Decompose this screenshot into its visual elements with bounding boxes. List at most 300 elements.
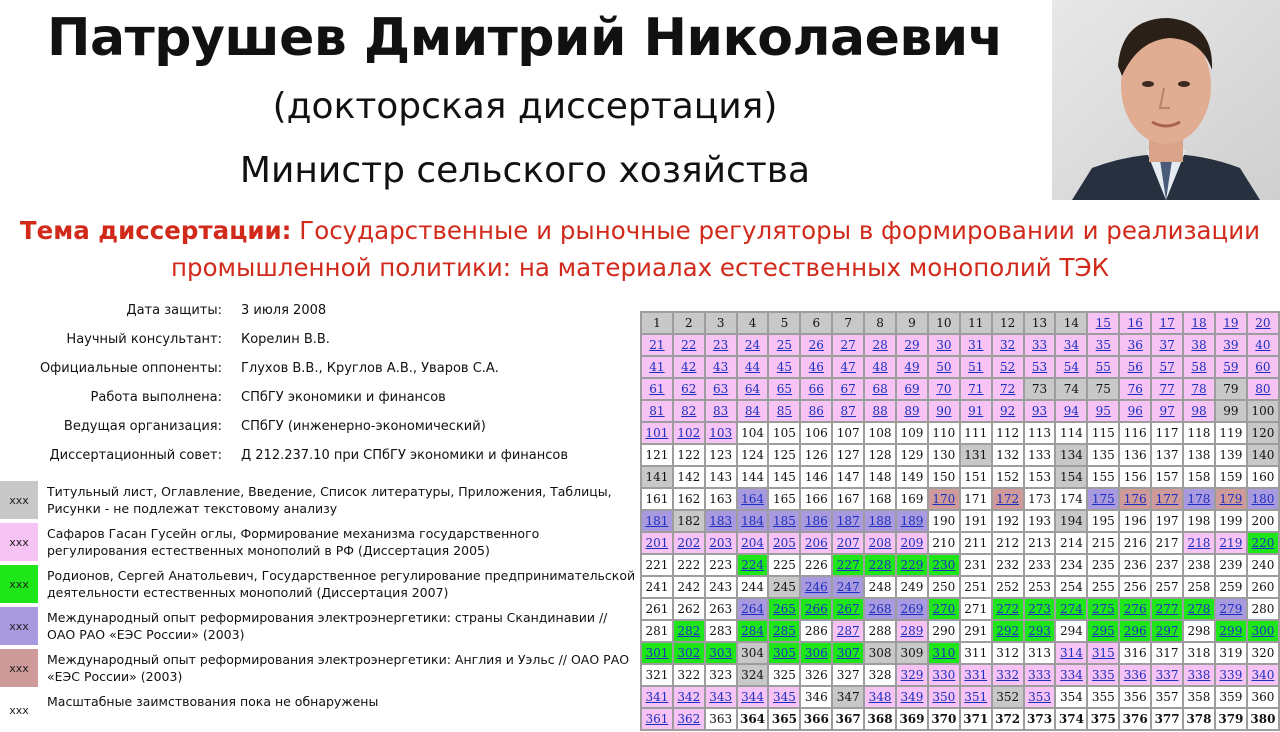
info-value: 3 июля 2008 (241, 303, 327, 318)
page-cell-252: 252 (992, 576, 1024, 598)
page-cell-151: 151 (960, 466, 992, 488)
page-cell-10: 10 (928, 312, 960, 334)
page-cell-167: 167 (832, 488, 864, 510)
page-cell-166: 166 (800, 488, 832, 510)
page-cell-327: 327 (832, 664, 864, 686)
page-cell-286: 286 (800, 620, 832, 642)
page-cell-229[interactable]: 229 (896, 554, 928, 576)
page-cell-282[interactable]: 282 (673, 620, 705, 642)
page-cell-333[interactable]: 333 (1024, 664, 1056, 686)
page-cell-92[interactable]: 92 (992, 400, 1024, 422)
page-cell-278[interactable]: 278 (1183, 598, 1215, 620)
page-cell-97[interactable]: 97 (1151, 400, 1183, 422)
page-cell-230[interactable]: 230 (928, 554, 960, 576)
page-cell-153: 153 (1024, 466, 1056, 488)
page-cell-350[interactable]: 350 (928, 686, 960, 708)
page-cell-368: 368 (864, 708, 896, 730)
page-cell-65[interactable]: 65 (768, 378, 800, 400)
page-cell-208[interactable]: 208 (864, 532, 896, 554)
page-cell-38[interactable]: 38 (1183, 334, 1215, 356)
page-cell-52[interactable]: 52 (992, 356, 1024, 378)
page-cell-266[interactable]: 266 (800, 598, 832, 620)
page-cell-328: 328 (864, 664, 896, 686)
page-cell-186[interactable]: 186 (800, 510, 832, 532)
page-cell-165: 165 (768, 488, 800, 510)
page-cell-39[interactable]: 39 (1215, 334, 1247, 356)
page-cell-202[interactable]: 202 (673, 532, 705, 554)
page-cell-235: 235 (1087, 554, 1119, 576)
page-cell-31[interactable]: 31 (960, 334, 992, 356)
page-grid-row (641, 356, 1279, 378)
page-cell-343[interactable]: 343 (705, 686, 737, 708)
page-cell-156: 156 (1119, 466, 1151, 488)
page-cell-58[interactable]: 58 (1183, 356, 1215, 378)
page-grid-row (641, 598, 1279, 620)
page-cell-59[interactable]: 59 (1215, 356, 1247, 378)
page-cell-127: 127 (832, 444, 864, 466)
page-cell-64[interactable]: 64 (737, 378, 769, 400)
page-cell-75: 75 (1087, 378, 1119, 400)
legend-text: Международный опыт реформирования электроэнергетики: страны Скандинавии // ОАО РАО «ЕЭС России» (2003) (47, 610, 608, 642)
page-cell-261: 261 (641, 598, 673, 620)
page-cell-88[interactable]: 88 (864, 400, 896, 422)
page-cell-296[interactable]: 296 (1119, 620, 1151, 642)
page-cell-323: 323 (705, 664, 737, 686)
page-cell-9: 9 (896, 312, 928, 334)
page-cell-98[interactable]: 98 (1183, 400, 1215, 422)
page-cell-170[interactable]: 170 (928, 488, 960, 510)
page-cell-60[interactable]: 60 (1247, 356, 1279, 378)
page-cell-27[interactable]: 27 (832, 334, 864, 356)
page-cell-298: 298 (1183, 620, 1215, 642)
page-cell-84[interactable]: 84 (737, 400, 769, 422)
page-cell-87[interactable]: 87 (832, 400, 864, 422)
page-cell-269[interactable]: 269 (896, 598, 928, 620)
page-grid-row (641, 620, 1279, 642)
page-cell-246[interactable]: 246 (800, 576, 832, 598)
page-cell-175[interactable]: 175 (1087, 488, 1119, 510)
page-cell-46[interactable]: 46 (800, 356, 832, 378)
page-cell-305[interactable]: 305 (768, 642, 800, 664)
page-cell-284[interactable]: 284 (737, 620, 769, 642)
page-cell-149: 149 (896, 466, 928, 488)
page-cell-50[interactable]: 50 (928, 356, 960, 378)
page-cell-303[interactable]: 303 (705, 642, 737, 664)
page-cell-21[interactable]: 21 (641, 334, 673, 356)
page-cell-126: 126 (800, 444, 832, 466)
page-cell-370: 370 (928, 708, 960, 730)
page-cell-361[interactable]: 361 (641, 708, 673, 730)
page-cell-42[interactable]: 42 (673, 356, 705, 378)
page-cell-132: 132 (992, 444, 1024, 466)
page-cell-80[interactable]: 80 (1247, 378, 1279, 400)
page-cell-142: 142 (673, 466, 705, 488)
page-grid-row (641, 686, 1279, 708)
page-cell-234: 234 (1055, 554, 1087, 576)
page-cell-349[interactable]: 349 (896, 686, 928, 708)
page-cell-307[interactable]: 307 (832, 642, 864, 664)
page-cell-134: 134 (1055, 444, 1087, 466)
page-cell-57[interactable]: 57 (1151, 356, 1183, 378)
page-cell-227[interactable]: 227 (832, 554, 864, 576)
page-cell-314[interactable]: 314 (1055, 642, 1087, 664)
page-cell-346: 346 (800, 686, 832, 708)
page-cell-209[interactable]: 209 (896, 532, 928, 554)
legend-swatch: xxx (0, 565, 38, 603)
page-cell-302[interactable]: 302 (673, 642, 705, 664)
page-cell-26[interactable]: 26 (800, 334, 832, 356)
page-cell-136: 136 (1119, 444, 1151, 466)
page-cell-188[interactable]: 188 (864, 510, 896, 532)
info-label: Научный консультант: (66, 332, 222, 347)
page-cell-95[interactable]: 95 (1087, 400, 1119, 422)
page-cell-311: 311 (960, 642, 992, 664)
page-cell-258: 258 (1183, 576, 1215, 598)
page-cell-214: 214 (1055, 532, 1087, 554)
page-cell-300[interactable]: 300 (1247, 620, 1279, 642)
page-cell-329[interactable]: 329 (896, 664, 928, 686)
page-cell-183[interactable]: 183 (705, 510, 737, 532)
page-cell-294: 294 (1055, 620, 1087, 642)
page-cell-29[interactable]: 29 (896, 334, 928, 356)
page-cell-310[interactable]: 310 (928, 642, 960, 664)
page-cell-54[interactable]: 54 (1055, 356, 1087, 378)
page-cell-257: 257 (1151, 576, 1183, 598)
page-cell-330[interactable]: 330 (928, 664, 960, 686)
page-cell-23[interactable]: 23 (705, 334, 737, 356)
page-cell-354: 354 (1055, 686, 1087, 708)
page-cell-119: 119 (1215, 422, 1247, 444)
page-cell-14: 14 (1055, 312, 1087, 334)
page-cell-301[interactable]: 301 (641, 642, 673, 664)
page-cell-249: 249 (896, 576, 928, 598)
info-label: Ведущая организация: (63, 419, 222, 434)
page-cell-198: 198 (1183, 510, 1215, 532)
page-cell-317: 317 (1151, 642, 1183, 664)
page-cell-35[interactable]: 35 (1087, 334, 1119, 356)
page-cell-372: 372 (992, 708, 1024, 730)
page-cell-48[interactable]: 48 (864, 356, 896, 378)
page-cell-335[interactable]: 335 (1087, 664, 1119, 686)
page-cell-288: 288 (864, 620, 896, 642)
page-cell-321: 321 (641, 664, 673, 686)
page-cell-61[interactable]: 61 (641, 378, 673, 400)
page-cell-17[interactable]: 17 (1151, 312, 1183, 334)
page-cell-309: 309 (896, 642, 928, 664)
page-cell-237: 237 (1151, 554, 1183, 576)
page-cell-241: 241 (641, 576, 673, 598)
page-cell-89[interactable]: 89 (896, 400, 928, 422)
page-cell-68[interactable]: 68 (864, 378, 896, 400)
page-cell-55[interactable]: 55 (1087, 356, 1119, 378)
legend-item (0, 480, 640, 522)
page-cell-177[interactable]: 177 (1151, 488, 1183, 510)
page-cell-199: 199 (1215, 510, 1247, 532)
page-cell-312: 312 (992, 642, 1024, 664)
page-cell-22[interactable]: 22 (673, 334, 705, 356)
page-cell-43[interactable]: 43 (705, 356, 737, 378)
page-cell-365: 365 (768, 708, 800, 730)
page-cell-20[interactable]: 20 (1247, 312, 1279, 334)
legend-item (0, 564, 640, 606)
page-cell-168: 168 (864, 488, 896, 510)
defense-info (0, 296, 640, 470)
page-cell-340[interactable]: 340 (1247, 664, 1279, 686)
page-cell-279[interactable]: 279 (1215, 598, 1247, 620)
page-cell-148: 148 (864, 466, 896, 488)
page-cell-117: 117 (1151, 422, 1183, 444)
page-cell-179[interactable]: 179 (1215, 488, 1247, 510)
page-cell-19[interactable]: 19 (1215, 312, 1247, 334)
page-cell-66[interactable]: 66 (800, 378, 832, 400)
page-cell-82[interactable]: 82 (673, 400, 705, 422)
page-cell-180[interactable]: 180 (1247, 488, 1279, 510)
page-cell-18[interactable]: 18 (1183, 312, 1215, 334)
page-cell-3: 3 (705, 312, 737, 334)
page-cell-196: 196 (1119, 510, 1151, 532)
page-cell-30[interactable]: 30 (928, 334, 960, 356)
page-cell-107: 107 (832, 422, 864, 444)
page-cell-206[interactable]: 206 (800, 532, 832, 554)
page-cell-44[interactable]: 44 (737, 356, 769, 378)
page-cell-96[interactable]: 96 (1119, 400, 1151, 422)
page-cell-33[interactable]: 33 (1024, 334, 1056, 356)
page-cell-25[interactable]: 25 (768, 334, 800, 356)
page-cell-102[interactable]: 102 (673, 422, 705, 444)
page-cell-45[interactable]: 45 (768, 356, 800, 378)
page-cell-273[interactable]: 273 (1024, 598, 1056, 620)
page-cell-274[interactable]: 274 (1055, 598, 1087, 620)
page-cell-276[interactable]: 276 (1119, 598, 1151, 620)
legend-swatch: xxx (0, 691, 38, 729)
page-cell-380: 380 (1247, 708, 1279, 730)
page-grid-row (641, 400, 1279, 422)
page-cell-185[interactable]: 185 (768, 510, 800, 532)
page-cell-81[interactable]: 81 (641, 400, 673, 422)
page-cell-78[interactable]: 78 (1183, 378, 1215, 400)
page-cell-306[interactable]: 306 (800, 642, 832, 664)
page-cell-222: 222 (673, 554, 705, 576)
page-cell-172[interactable]: 172 (992, 488, 1024, 510)
page-cell-341[interactable]: 341 (641, 686, 673, 708)
page-cell-217: 217 (1151, 532, 1183, 554)
page-cell-36[interactable]: 36 (1119, 334, 1151, 356)
page-cell-240: 240 (1247, 554, 1279, 576)
info-value: СПбГУ (инженерно-экономический) (241, 419, 486, 434)
page-cell-338[interactable]: 338 (1183, 664, 1215, 686)
page-cell-37[interactable]: 37 (1151, 334, 1183, 356)
page-cell-351[interactable]: 351 (960, 686, 992, 708)
page-cell-129: 129 (896, 444, 928, 466)
page-cell-103[interactable]: 103 (705, 422, 737, 444)
page-cell-85[interactable]: 85 (768, 400, 800, 422)
page-cell-15[interactable]: 15 (1087, 312, 1119, 334)
page-cell-293[interactable]: 293 (1024, 620, 1056, 642)
page-cell-201[interactable]: 201 (641, 532, 673, 554)
page-cell-62[interactable]: 62 (673, 378, 705, 400)
page-cell-184[interactable]: 184 (737, 510, 769, 532)
page-cell-203[interactable]: 203 (705, 532, 737, 554)
page-cell-56[interactable]: 56 (1119, 356, 1151, 378)
page-grid-row (641, 488, 1279, 510)
page-cell-275[interactable]: 275 (1087, 598, 1119, 620)
page-cell-283: 283 (705, 620, 737, 642)
page-cell-83[interactable]: 83 (705, 400, 737, 422)
page-cell-47[interactable]: 47 (832, 356, 864, 378)
page-cell-236: 236 (1119, 554, 1151, 576)
page-cell-164[interactable]: 164 (737, 488, 769, 510)
page-cell-344[interactable]: 344 (737, 686, 769, 708)
page-cell-219[interactable]: 219 (1215, 532, 1247, 554)
page-cell-243: 243 (705, 576, 737, 598)
page-cell-94[interactable]: 94 (1055, 400, 1087, 422)
page-cell-67[interactable]: 67 (832, 378, 864, 400)
page-cell-212: 212 (992, 532, 1024, 554)
page-cell-187[interactable]: 187 (832, 510, 864, 532)
page-cell-90[interactable]: 90 (928, 400, 960, 422)
page-cell-287[interactable]: 287 (832, 620, 864, 642)
page-cell-24[interactable]: 24 (737, 334, 769, 356)
page-cell-268[interactable]: 268 (864, 598, 896, 620)
page-cell-144: 144 (737, 466, 769, 488)
page-cell-130: 130 (928, 444, 960, 466)
page-cell-295[interactable]: 295 (1087, 620, 1119, 642)
page-cell-342[interactable]: 342 (673, 686, 705, 708)
page-cell-1: 1 (641, 312, 673, 334)
page-cell-49[interactable]: 49 (896, 356, 928, 378)
page-cell-277[interactable]: 277 (1151, 598, 1183, 620)
page-cell-270[interactable]: 270 (928, 598, 960, 620)
page-cell-178[interactable]: 178 (1183, 488, 1215, 510)
page-cell-334[interactable]: 334 (1055, 664, 1087, 686)
page-cell-336[interactable]: 336 (1119, 664, 1151, 686)
page-cell-364: 364 (737, 708, 769, 730)
page-cell-285[interactable]: 285 (768, 620, 800, 642)
page-cell-267[interactable]: 267 (832, 598, 864, 620)
page-cell-71[interactable]: 71 (960, 378, 992, 400)
page-cell-218[interactable]: 218 (1183, 532, 1215, 554)
page-grid-row (641, 664, 1279, 686)
page-grid-row (641, 708, 1279, 730)
page-cell-231: 231 (960, 554, 992, 576)
page-cell-32[interactable]: 32 (992, 334, 1024, 356)
legend-item (0, 648, 640, 690)
page-cell-122: 122 (673, 444, 705, 466)
page-cell-110: 110 (928, 422, 960, 444)
page-cell-315[interactable]: 315 (1087, 642, 1119, 664)
page-cell-150: 150 (928, 466, 960, 488)
page-cell-86[interactable]: 86 (800, 400, 832, 422)
page-grid-row (641, 378, 1279, 400)
page-cell-244: 244 (737, 576, 769, 598)
page-cell-265[interactable]: 265 (768, 598, 800, 620)
page-cell-247[interactable]: 247 (832, 576, 864, 598)
page-cell-135: 135 (1087, 444, 1119, 466)
page-grid-row (641, 334, 1279, 356)
page-cell-93[interactable]: 93 (1024, 400, 1056, 422)
page-cell-207[interactable]: 207 (832, 532, 864, 554)
page-cell-205[interactable]: 205 (768, 532, 800, 554)
page-cell-193: 193 (1024, 510, 1056, 532)
page-grid-row (641, 422, 1279, 444)
page-cell-116: 116 (1119, 422, 1151, 444)
page-cell-182: 182 (673, 510, 705, 532)
page-cell-353[interactable]: 353 (1024, 686, 1056, 708)
page-cell-272[interactable]: 272 (992, 598, 1024, 620)
page-grid-row (641, 554, 1279, 576)
page-cell-189[interactable]: 189 (896, 510, 928, 532)
page-cell-53[interactable]: 53 (1024, 356, 1056, 378)
page-cell-181[interactable]: 181 (641, 510, 673, 532)
page-cell-297[interactable]: 297 (1151, 620, 1183, 642)
page-cell-362[interactable]: 362 (673, 708, 705, 730)
page-cell-324: 324 (737, 664, 769, 686)
page-cell-204[interactable]: 204 (737, 532, 769, 554)
page-cell-213: 213 (1024, 532, 1056, 554)
page-cell-147: 147 (832, 466, 864, 488)
page-cell-77[interactable]: 77 (1151, 378, 1183, 400)
page-cell-51[interactable]: 51 (960, 356, 992, 378)
page-cell-169: 169 (896, 488, 928, 510)
page-cell-40[interactable]: 40 (1247, 334, 1279, 356)
legend-swatch: xxx (0, 523, 38, 561)
legend-text: Титульный лист, Оглавление, Введение, Список литературы, Приложения, Таблицы, Рисунки - не подлежат текстовому анализу (47, 484, 612, 516)
page-cell-195: 195 (1087, 510, 1119, 532)
page-cell-194: 194 (1055, 510, 1087, 532)
page-cell-79: 79 (1215, 378, 1247, 400)
page-cell-34[interactable]: 34 (1055, 334, 1087, 356)
legend-swatch: xxx (0, 607, 38, 645)
page-cell-91[interactable]: 91 (960, 400, 992, 422)
page-cell-28[interactable]: 28 (864, 334, 896, 356)
page-cell-76[interactable]: 76 (1119, 378, 1151, 400)
page-cell-242: 242 (673, 576, 705, 598)
info-row (0, 441, 640, 470)
page-cell-339[interactable]: 339 (1215, 664, 1247, 686)
page-cell-228[interactable]: 228 (864, 554, 896, 576)
page-cell-369: 369 (896, 708, 928, 730)
page-cell-224[interactable]: 224 (737, 554, 769, 576)
page-cell-176[interactable]: 176 (1119, 488, 1151, 510)
page-cell-256: 256 (1119, 576, 1151, 598)
page-cell-292[interactable]: 292 (992, 620, 1024, 642)
legend-swatch: xxx (0, 481, 38, 519)
page-cell-118: 118 (1183, 422, 1215, 444)
info-row (0, 412, 640, 441)
page-cell-69[interactable]: 69 (896, 378, 928, 400)
page-cell-304: 304 (737, 642, 769, 664)
page-cell-290: 290 (928, 620, 960, 642)
page-cell-41[interactable]: 41 (641, 356, 673, 378)
page-cell-345[interactable]: 345 (768, 686, 800, 708)
page-cell-264[interactable]: 264 (737, 598, 769, 620)
page-cell-260: 260 (1247, 576, 1279, 598)
page-cell-332[interactable]: 332 (992, 664, 1024, 686)
page-cell-348[interactable]: 348 (864, 686, 896, 708)
page-cell-63[interactable]: 63 (705, 378, 737, 400)
page-cell-70[interactable]: 70 (928, 378, 960, 400)
page-cell-337[interactable]: 337 (1151, 664, 1183, 686)
page-cell-299[interactable]: 299 (1215, 620, 1247, 642)
page-cell-101[interactable]: 101 (641, 422, 673, 444)
page-cell-220[interactable]: 220 (1247, 532, 1279, 554)
page-cell-16[interactable]: 16 (1119, 312, 1151, 334)
page-cell-331[interactable]: 331 (960, 664, 992, 686)
page-cell-72[interactable]: 72 (992, 378, 1024, 400)
page-grid (640, 311, 1280, 731)
topic-label: Тема диссертации: (19, 216, 292, 245)
page-cell-289[interactable]: 289 (896, 620, 928, 642)
